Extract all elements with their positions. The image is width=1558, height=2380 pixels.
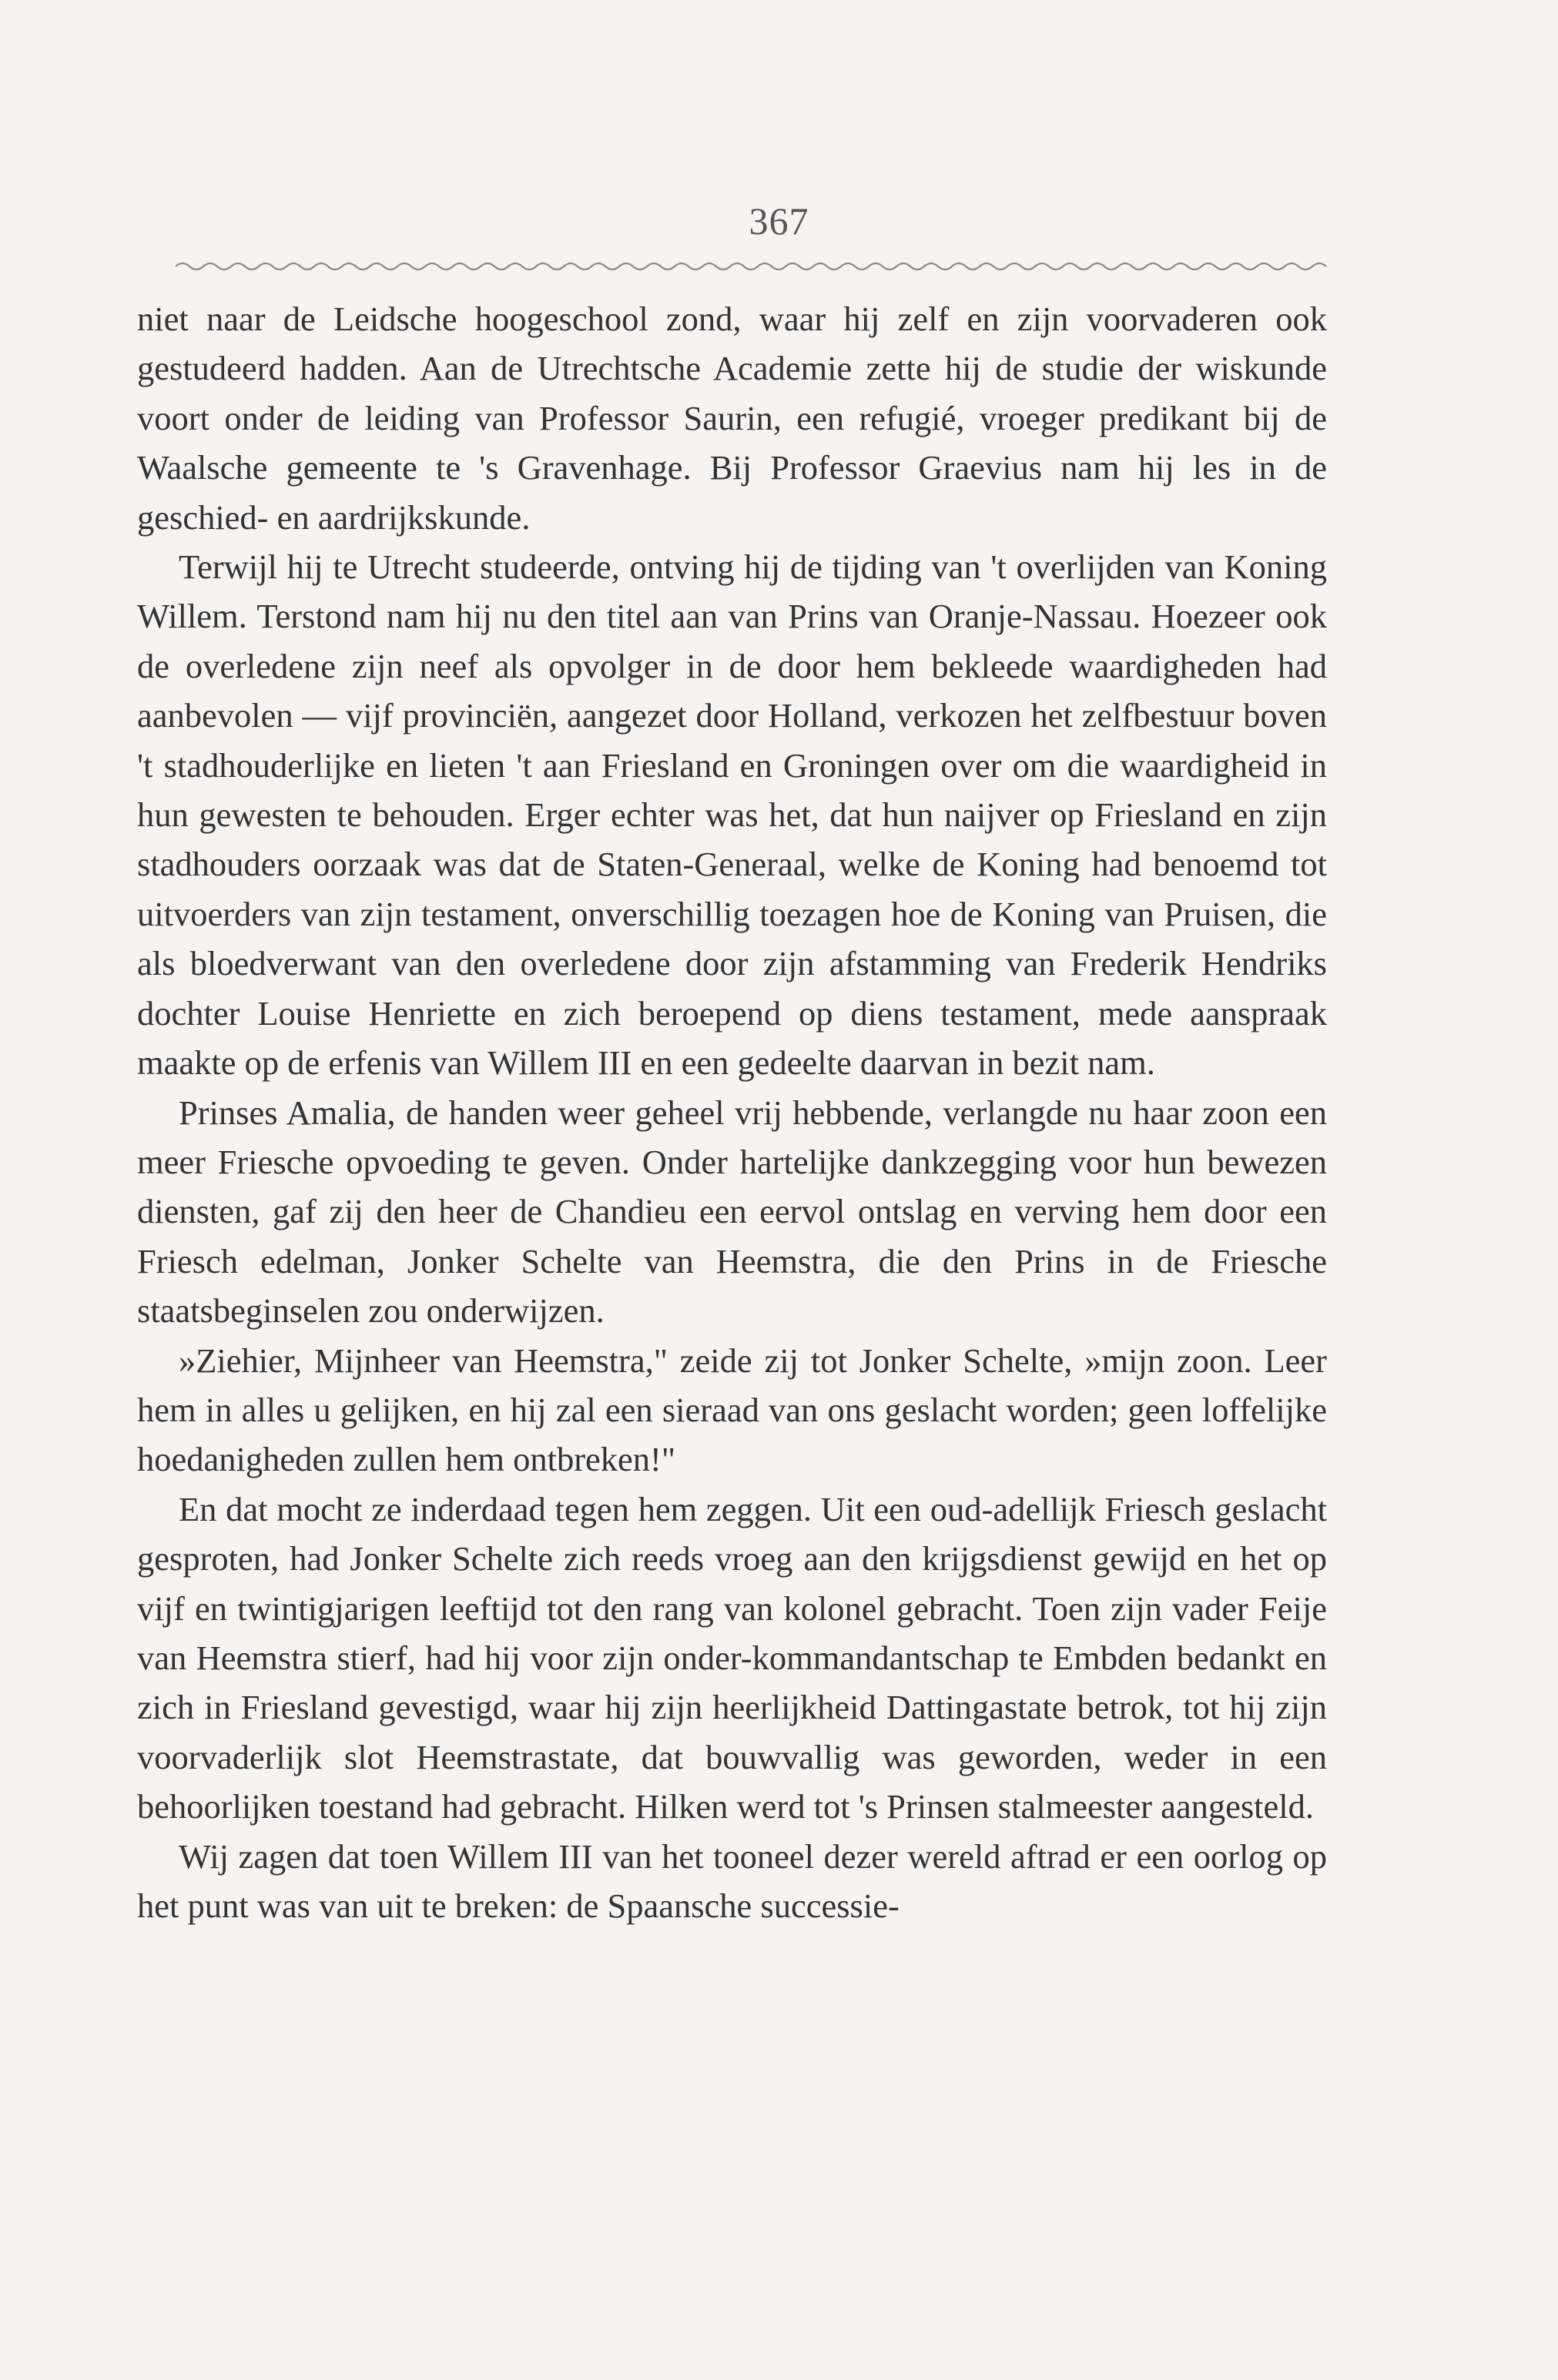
paragraph-2: Terwijl hij te Utrecht studeerde, ontving hij de tijding van 't overlijden van Koning Willem. Terstond nam hij nu den titel aan van Prins van Oranje-Nassau. Hoezeer ook de overledene zijn neef als opvolger in de door hem bekleede waardigheden had aanbevolen — vijf provinciën, aangezet door Holland, verkozen het zelfbestuur boven 't stadhouderlijke en lieten 't aan Friesland en Groningen over om die waardigheid in hun gewesten te behouden. Erger echter was het, dat hun naijver op Friesland en zijn stadhouders oorzaak was dat de Staten-Generaal, welke de Koning had benoemd tot uitvoerders van zijn testament, onverschillig toezagen hoe de Koning van Pruisen, die als bloedverwant van den overledene door zijn afstamming van Frederik Hendriks dochter Louise Henriette en zich beroepend op diens testament, mede aanspraak maakte op de erfenis van Willem III en een gedeelte daarvan in bezit nam.	[137, 547, 1327, 1083]
wavy-divider-line	[176, 263, 1326, 269]
paragraph-3: Prinses Amalia, de handen weer geheel vrij hebbende, verlangde nu haar zoon een meer Friesche opvoeding te geven. Onder hartelijke dankzegging voor hun bewezen diensten, gaf zij den heer de Chandieu een eervol ontslag en verving hem door een Friesch edelman, Jonker Schelte van Heemstra, die den Prins in de Friesche staatsbeginselen zou onderwijzen.	[137, 1093, 1327, 1331]
page-number: 367	[749, 199, 809, 243]
paragraph-6: Wij zagen dat toen Willem III van het tooneel dezer wereld aftrad er een oorlog op het punt was van uit te breken: de Spaansche successie-	[137, 1836, 1327, 1925]
paragraph-5: En dat mocht ze inderdaad tegen hem zeggen. Uit een oud-adellijk Friesch geslacht gesproten, had Jonker Schelte zich reeds vroeg aan den krijgsdienst gewijd en het op vijf en twintigjarigen leeftijd tot den rang van kolonel gebracht. Toen zijn vader Feije van Heemstra stierf, had hij voor zijn onder-kommandantschap te Embden bedankt en zich in Friesland gevestigd, waar hij zijn heerlijkheid Dattingastate betrok, tot hij zijn voorvaderlijk slot Heemstrastate, dat bouwvallig was geworden, weder in een behoorlijken toestand had gebracht. Hilken werd tot 's Prinsen stalmeester aangesteld.	[137, 1489, 1327, 1826]
body-text	[137, 294, 1327, 1930]
wavy-divider	[176, 259, 1331, 274]
paragraph-1: niet naar de Leidsche hoogeschool zond, waar hij zelf en zijn voorvaderen ook gestudeerd hadden. Aan de Utrechtsche Academie zette hij de studie der wiskunde voort onder de leiding van Professor Saurin, een refugié, vroeger predikant bij de Waalsche gemeente te 's Gravenhage. Bij Professor Graevius nam hij les in de geschied- en aardrijkskunde.	[137, 300, 1327, 537]
paragraph-4: »Ziehier, Mijnheer van Heemstra," zeide zij tot Jonker Schelte, »mijn zoon. Leer hem in alles u gelijken, en hij zal een sieraad van ons geslacht worden; geen loffelijke hoedanigheden zullen hem ontbreken!"	[137, 1341, 1327, 1479]
